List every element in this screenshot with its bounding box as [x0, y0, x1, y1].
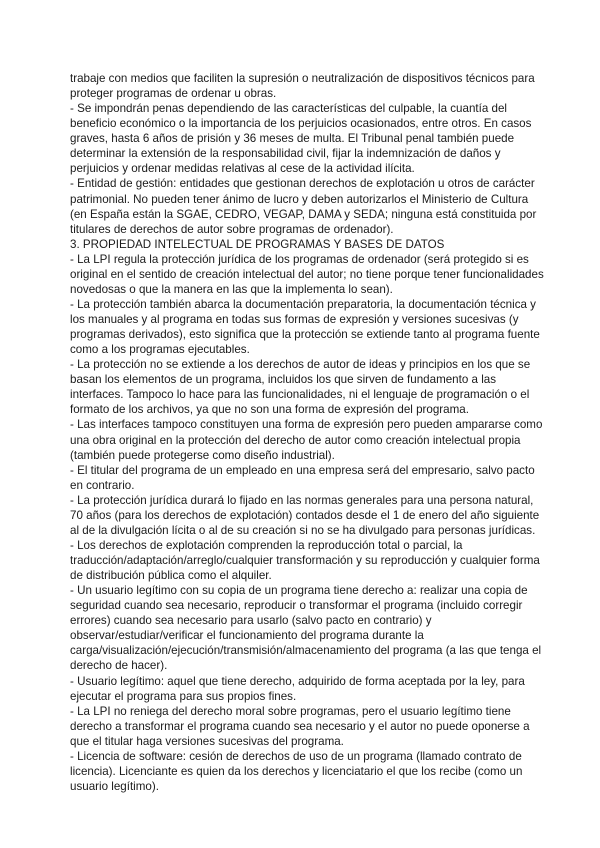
paragraph [70, 101, 540, 176]
text-line: beneficio económico o la importancia de los perjuicios ocasionados, entre otros. En casos [70, 117, 532, 131]
text-line: - La LPI no reniega del derecho moral sobre programas, pero el usuario legítimo tiene [70, 704, 511, 718]
paragraph [70, 674, 540, 704]
paragraph [70, 297, 540, 357]
text-line: - El titular del programa de un empleado en una empresa será del empresario, salvo pacto [70, 463, 535, 477]
text-line: perjuicios y ordenar medidas relativas al cese de la actividad ilícita. [70, 162, 415, 176]
text-line: como a los programas ejecutables. [70, 343, 250, 357]
text-line: que el titular haga versiones sucesivas del programa. [70, 734, 344, 748]
paragraph [70, 538, 540, 583]
text-line: - Entidad de gestión: entidades que gestionan derechos de explotación u otros de carácter [70, 177, 535, 191]
text-line: 70 años (para los derechos de explotación) contados desde el 1 de enero del año siguiente [70, 508, 540, 522]
text-line: derecho de hacer). [70, 659, 168, 673]
text-line: traducción/adaptación/arreglo/cualquier transformación y su reproducción y cualquier forma [70, 554, 540, 567]
text-line: - La LPI regula la protección jurídica de los programas de ordenador (será protegido si es [70, 252, 529, 266]
text-line: basan los elementos de un programa, incluidos los que sirven de fundamento a las [70, 373, 497, 387]
text-line: derecho a transformar el programa cuando sea necesario y el autor no puede oponerse a [70, 719, 530, 733]
section-heading [70, 237, 540, 252]
text-line: - La protección también abarca la documentación preparatoria, la documentación técnica y [70, 297, 536, 311]
text-line: en contrario. [70, 478, 135, 492]
text-line: 3. PROPIEDAD INTELECTUAL DE PROGRAMAS Y BASES DE DATOS [70, 237, 445, 251]
paragraph [70, 463, 540, 493]
text-line: - Las interfaces tampoco constituyen una forma de expresión pero pueden ampararse como [70, 418, 543, 432]
text-line: (en España están la SGAE, CEDRO, VEGAP, DAMA y SEDA; ninguna está constituida por [70, 207, 537, 221]
paragraph [70, 704, 540, 749]
text-line: trabaje con medios que faciliten la supresión o neutralización de dispositivos técnicos para [70, 72, 535, 85]
text-line: - La protección jurídica durará lo fijado en las normas generales para una persona natural, [70, 493, 534, 507]
text-line: - Un usuario legítimo con su copia de un programa tiene derecho a: realizar una copia de [70, 584, 528, 598]
paragraph [70, 493, 540, 538]
text-line: - Usuario legítimo: aquel que tiene derecho, adquirido de forma aceptada por la ley, para [70, 674, 525, 688]
document-body [70, 71, 544, 794]
paragraph [70, 71, 540, 101]
text-line: seguridad cuando sea necesario, reproducir o transformar el programa (incluido corregir [70, 599, 523, 613]
text-line: proteger programas de ordenar u obras. [70, 87, 277, 101]
text-line: al de la divulgación lícita o al de su creación si no se ha divulgado para personas jurídicas. [70, 523, 536, 537]
text-line: formato de los archivos, ya que no son una forma de expresión del programa. [70, 403, 469, 417]
text-line: errores) cuando sea necesario para usarlo (salvo pacto en contrario) y [70, 614, 432, 628]
text-line: una obra original en la protección del derecho de autor como creación intelectual propia [70, 433, 521, 447]
text-line: de distribución pública como el alquiler. [70, 569, 272, 583]
text-line: - La protección no se extiende a los derechos de autor de ideas y principios en los que se [70, 358, 531, 372]
text-line: - Los derechos de explotación comprenden la reproducción total o parcial, la [70, 538, 463, 552]
text-line: novedosas o que la manera en las que la implementa lo sean). [70, 282, 393, 296]
text-line: observar/estudiar/verificar el funcionamiento del programa durante la [70, 629, 424, 643]
text-line: patrimonial. No pueden tener ánimo de lucro y deben autorizarlos el Ministerio de Cultura [70, 192, 529, 206]
paragraph [70, 357, 540, 417]
paragraph [70, 176, 540, 236]
text-line: interfaces. Tampoco lo hace para las funcionalidades, ni el lenguaje de programación o el [70, 388, 530, 402]
text-line: licencia). Licenciante es quien da los derechos y licenciatario el que los recibe (como un [70, 764, 523, 778]
paragraph [70, 583, 540, 673]
paragraph [70, 749, 540, 794]
text-line: los manuales y al programa en todas sus formas de expresión y versiones sucesivas (y [70, 313, 519, 326]
paragraph [70, 417, 543, 462]
text-line: graves, hasta 6 años de prisión y 36 meses de multa. El Tribunal penal también puede [70, 132, 515, 146]
text-line: programas derivados), esto significa que la protección se extiende tanto al programa fuente [70, 328, 540, 342]
paragraph [70, 252, 544, 297]
text-line: ejecutar el programa para sus propios fines. [70, 689, 297, 703]
text-line: - Licencia de software: cesión de derechos de uso de un programa (llamado contrato de [70, 749, 522, 763]
text-line: determinar la extensión de la responsabilidad civil, fijar la indemnización de daños y [70, 147, 501, 161]
text-line: titulares de derechos de autor sobre programas de ordenador). [70, 222, 394, 236]
text-line: carga/visualización/ejecución/transmisión/almacenamiento del programa (a las que tenga el [70, 644, 542, 658]
text-line: (también puede protegerse como diseño industrial). [70, 448, 335, 462]
text-line: - Se impondrán penas dependiendo de las características del culpable, la cuantía del [70, 102, 507, 116]
text-line: usuario legítimo). [70, 779, 159, 793]
text-line: original en el sentido de creación intelectual del autor; no tiene porque tener funcionalidades [70, 267, 544, 281]
